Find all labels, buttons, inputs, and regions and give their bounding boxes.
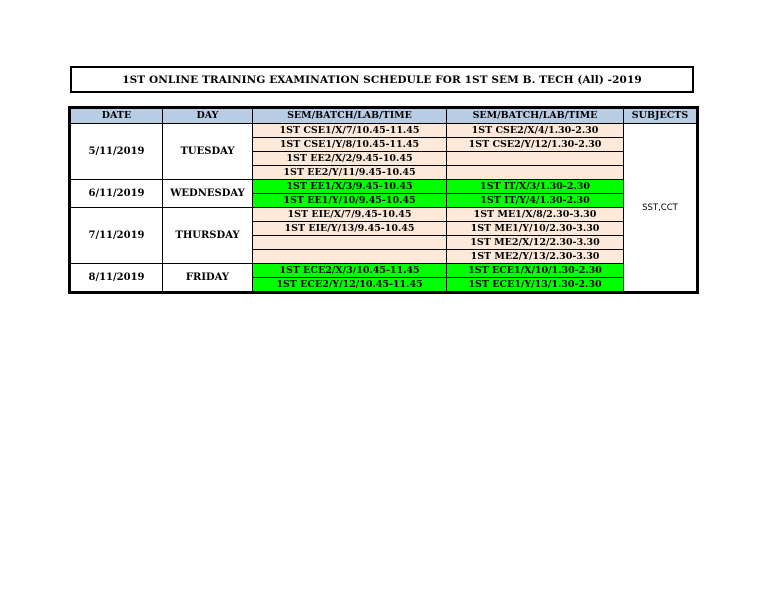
slot-cell [447,152,624,166]
day-cell: THURSDAY [163,208,253,264]
table-row [71,264,697,278]
slot-cell: 1ST ME1/X/8/2.30-3.30 [447,208,624,222]
slot-cell: 1ST CSE2/Y/12/1.30-2.30 [447,138,624,152]
header-day: DAY [163,109,253,124]
slot-cell: 1ST ECE1/Y/13/1.30-2.30 [447,278,624,292]
header-date: DATE [71,109,163,124]
date-cell: 6/11/2019 [71,180,163,208]
slot-cell: 1ST EE2/Y/11/9.45-10.45 [253,166,447,180]
slot-cell: 1ST ECE2/Y/12/10.45-11.45 [253,278,447,292]
header-row [71,109,697,124]
slot-cell [253,250,447,264]
slot-cell: 1ST EIE/X/7/9.45-10.45 [253,208,447,222]
slot-cell: 1ST EE1/X/3/9.45-10.45 [253,180,447,194]
table-row [71,208,697,222]
slot-cell [253,236,447,250]
schedule-table [70,108,697,292]
slot-cell: 1ST CSE1/Y/8/10.45-11.45 [253,138,447,152]
day-cell: TUESDAY [163,124,253,180]
slot-cell: 1ST ME1/Y/10/2.30-3.30 [447,222,624,236]
date-cell: 7/11/2019 [71,208,163,264]
slot-cell [447,166,624,180]
slot-cell: 1ST ME2/X/12/2.30-3.30 [447,236,624,250]
slot-cell: 1ST EIE/Y/13/9.45-10.45 [253,222,447,236]
date-cell: 8/11/2019 [71,264,163,292]
header-slot-2: SEM/BATCH/LAB/TIME [447,109,624,124]
slot-cell: 1ST ME2/Y/13/2.30-3.30 [447,250,624,264]
day-cell: FRIDAY [163,264,253,292]
header-subjects: SUBJECTS [624,109,697,124]
slot-cell: 1ST ECE1/X/10/1.30-2.30 [447,264,624,278]
schedule-title: 1ST ONLINE TRAINING EXAMINATION SCHEDULE FOR 1ST SEM B. TECH (All) -2019 [70,66,694,93]
day-cell: WEDNESDAY [163,180,253,208]
slot-cell: 1ST IT/X/3/1.30-2.30 [447,180,624,194]
header-slot-1: SEM/BATCH/LAB/TIME [253,109,447,124]
slot-cell: 1ST EE1/Y/10/9.45-10.45 [253,194,447,208]
slot-cell: 1ST IT/Y/4/1.30-2.30 [447,194,624,208]
slot-cell: 1ST CSE2/X/4/1.30-2.30 [447,124,624,138]
slot-cell: 1ST CSE1/X/7/10.45-11.45 [253,124,447,138]
slot-cell: 1ST EE2/X/2/9.45-10.45 [253,152,447,166]
table-row [71,124,697,138]
slot-cell: 1ST ECE2/X/3/10.45-11.45 [253,264,447,278]
date-cell: 5/11/2019 [71,124,163,180]
table-row [71,180,697,194]
subjects-cell: SST,CCT [624,124,697,292]
